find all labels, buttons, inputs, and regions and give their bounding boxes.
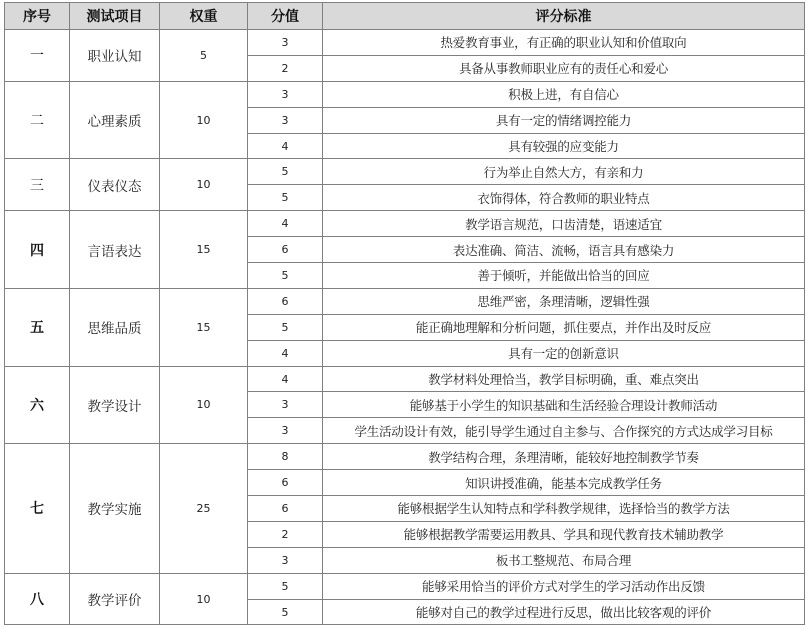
section-number: 七 (5, 444, 70, 573)
criterion-text: 能够基于小学生的知识基础和生活经验合理设计教师活动 (323, 392, 805, 418)
criterion-text: 具有一定的情绪调控能力 (323, 107, 805, 133)
header-criteria: 评分标准 (323, 3, 805, 30)
score-value: 3 (248, 547, 323, 573)
criterion-text: 知识讲授准确，能基本完成教学任务 (323, 470, 805, 496)
score-value: 5 (248, 159, 323, 185)
score-value: 6 (248, 237, 323, 263)
criterion-text: 能够根据学生认知特点和学科教学规律，选择恰当的教学方法 (323, 496, 805, 522)
rubric-body (5, 30, 805, 625)
score-value: 3 (248, 418, 323, 444)
score-value: 4 (248, 366, 323, 392)
criterion-text: 热爱教育事业，有正确的职业认知和价值取向 (323, 30, 805, 56)
section-number: 三 (5, 159, 70, 211)
header-no: 序号 (5, 3, 70, 30)
section-number: 一 (5, 30, 70, 82)
criterion-text: 板书工整规范、布局合理 (323, 547, 805, 573)
criterion-text: 行为举止自然大方，有亲和力 (323, 159, 805, 185)
weight-value: 10 (160, 159, 248, 211)
section-number: 五 (5, 288, 70, 366)
score-value: 6 (248, 470, 323, 496)
criterion-text: 能够采用恰当的评价方式对学生的学习活动作出反馈 (323, 573, 805, 599)
test-item: 教学设计 (70, 366, 160, 444)
weight-value: 10 (160, 81, 248, 159)
criterion-text: 具有一定的创新意识 (323, 340, 805, 366)
table-row (5, 573, 805, 599)
weight-value: 15 (160, 211, 248, 289)
header-row (5, 3, 805, 30)
weight-value: 15 (160, 288, 248, 366)
criterion-text: 积极上进，有自信心 (323, 81, 805, 107)
score-value: 5 (248, 599, 323, 625)
table-row (5, 30, 805, 56)
score-value: 2 (248, 521, 323, 547)
criterion-text: 衣饰得体，符合教师的职业特点 (323, 185, 805, 211)
table-row (5, 81, 805, 107)
score-value: 4 (248, 211, 323, 237)
score-value: 3 (248, 30, 323, 56)
test-item: 教学实施 (70, 444, 160, 573)
section-number: 八 (5, 573, 70, 625)
score-value: 3 (248, 81, 323, 107)
criterion-text: 具有较强的应变能力 (323, 133, 805, 159)
criterion-text: 善于倾听，并能做出恰当的回应 (323, 263, 805, 289)
weight-value: 25 (160, 444, 248, 573)
score-value: 8 (248, 444, 323, 470)
header-item: 测试项目 (70, 3, 160, 30)
criterion-text: 学生活动设计有效，能引导学生通过自主参与、合作探究的方式达成学习目标 (323, 418, 805, 444)
test-item: 心理素质 (70, 81, 160, 159)
test-item: 教学评价 (70, 573, 160, 625)
scoring-rubric-table (4, 2, 805, 625)
section-number: 四 (5, 211, 70, 289)
score-value: 6 (248, 496, 323, 522)
criterion-text: 教学语言规范，口齿清楚，语速适宜 (323, 211, 805, 237)
table-row (5, 444, 805, 470)
score-value: 4 (248, 340, 323, 366)
score-value: 4 (248, 133, 323, 159)
test-item: 仪表仪态 (70, 159, 160, 211)
criterion-text: 能正确地理解和分析问题，抓住要点，并作出及时反应 (323, 314, 805, 340)
section-number: 二 (5, 81, 70, 159)
score-value: 2 (248, 55, 323, 81)
weight-value: 5 (160, 30, 248, 82)
header-score: 分值 (248, 3, 323, 30)
weight-value: 10 (160, 366, 248, 444)
score-value: 5 (248, 573, 323, 599)
section-number: 六 (5, 366, 70, 444)
weight-value: 10 (160, 573, 248, 625)
table-row (5, 211, 805, 237)
rubric-table-container (4, 2, 805, 625)
test-item: 言语表达 (70, 211, 160, 289)
table-row (5, 159, 805, 185)
criterion-text: 表达准确、简洁、流畅，语言具有感染力 (323, 237, 805, 263)
criterion-text: 教学材料处理恰当，教学目标明确，重、难点突出 (323, 366, 805, 392)
criterion-text: 能够对自己的教学过程进行反思，做出比较客观的评价 (323, 599, 805, 625)
score-value: 5 (248, 263, 323, 289)
criterion-text: 教学结构合理，条理清晰，能较好地控制教学节奏 (323, 444, 805, 470)
score-value: 5 (248, 185, 323, 211)
criterion-text: 思维严密，条理清晰，逻辑性强 (323, 288, 805, 314)
table-row (5, 288, 805, 314)
criterion-text: 能够根据教学需要运用教具、学具和现代教育技术辅助教学 (323, 521, 805, 547)
test-item: 职业认知 (70, 30, 160, 82)
table-row (5, 366, 805, 392)
score-value: 5 (248, 314, 323, 340)
test-item: 思维品质 (70, 288, 160, 366)
score-value: 6 (248, 288, 323, 314)
score-value: 3 (248, 107, 323, 133)
score-value: 3 (248, 392, 323, 418)
criterion-text: 具备从事教师职业应有的责任心和爱心 (323, 55, 805, 81)
header-weight: 权重 (160, 3, 248, 30)
